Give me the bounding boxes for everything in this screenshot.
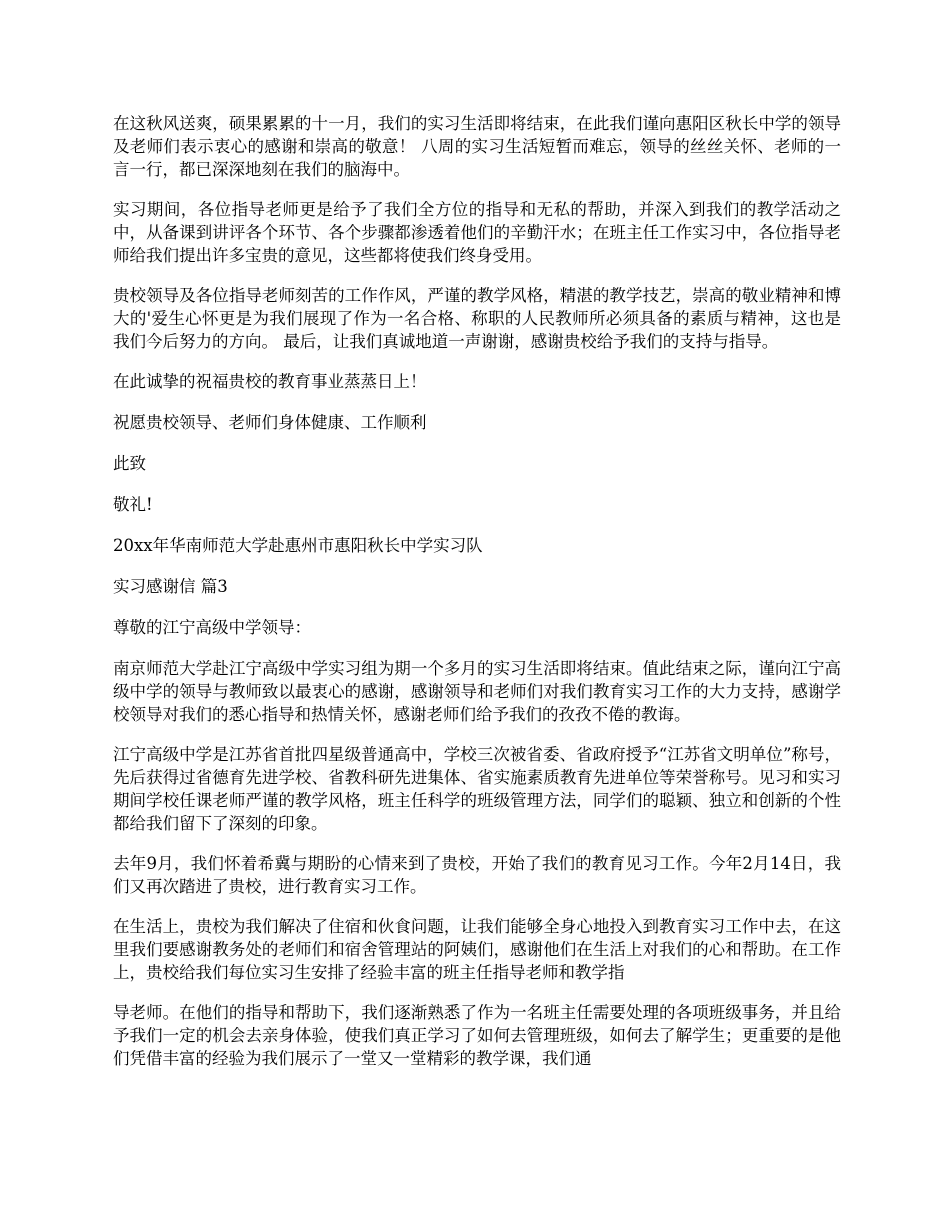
- paragraph-autumn-thanks: 在这秋风送爽，硕果累累的十一月，我们的实习生活即将结束，在此我们谨向惠阳区秋长中学的领导及老师们表示衷心的感谢和崇高的敬意！ 八周的实习生活短暂而难忘，领导的丝丝关怀、老师的一言一行，都已深深地刻在我们的脑海中。: [113, 114, 841, 179]
- paragraph-life-support: 在生活上，贵校为我们解决了住宿和伙食问题，让我们能够全身心地投入到教育实习工作中去，在这里我们要感谢教务处的老师们和宿舍管理站的阿姨们，感谢他们在生活上对我们的心和帮助。在工作上，贵校给我们每位实习生安排了经验丰富的班主任指导老师和教学指: [113, 917, 841, 982]
- letter-greeting: 尊敬的江宁高级中学领导：: [113, 618, 311, 637]
- paragraph-school-leaders: 贵校领导及各位指导老师刻苦的工作作风，严谨的教学风格，精湛的教学技艺，崇高的敬业精神和博大的'爱生心怀更是为我们展现了作为一名合格、称职的人民教师所必须具备的素质与精神，这也是我们今后努力的方向。 最后，让我们真诚地道一声谢谢，感谢贵校给予我们的支持与指导。: [113, 286, 841, 351]
- paragraph-arrival: 去年9月，我们怀着希冀与期盼的心情来到了贵校，开始了我们的教育见习工作。今年2月14日，我们又再次踏进了贵校，进行教育实习工作。: [113, 854, 841, 896]
- paragraph-school-profile: 江宁高级中学是江苏省首批四星级普通高中，学校三次被省委、省政府授予“江苏省文明单位”称号，先后获得过省德育先进学校、省教科研先进集体、省实施素质教育先进单位等荣誉称号。见习和实习期间学校任课老师严谨的教学风格，班主任科学的班级管理方法，同学们的聪颖、独立和创新的个性都给我们留下了深刻的印象。: [113, 745, 841, 833]
- closing-salutation: 此致: [113, 454, 146, 473]
- signature-team: 20xx年华南师范大学赴惠州市惠阳秋长中学实习队: [113, 536, 483, 555]
- paragraph-nanjing-intro: 南京师范大学赴江宁高级中学实习组为期一个多月的实习生活即将结束。值此结束之际，谨向江宁高级中学的领导与教师致以最衷心的感谢，感谢领导和老师们对我们教育实习工作的大力支持，感谢学校领导对我们的悉心指导和热情关怀，感谢老师们给予我们的孜孜不倦的教诲。: [113, 659, 841, 724]
- paragraph-wishes: 祝愿贵校领导、老师们身体健康、工作顺利: [113, 413, 427, 432]
- document-page: [113, 112, 841, 1087]
- closing-regards: 敬礼!: [113, 495, 153, 514]
- paragraph-blessing: 在此诚挚的祝福贵校的教育事业蒸蒸日上！: [113, 372, 427, 391]
- section-heading: 实习感谢信 篇3: [113, 577, 228, 596]
- paragraph-internship-guidance: 实习期间，各位指导老师更是给予了我们全方位的指导和无私的帮助，并深入到我们的教学活动之中，从备课到讲评各个环节、各个步骤都渗透着他们的辛勤汗水；在班主任工作实习中，各位指导老师给我们提出许多宝贵的意见，这些都将使我们终身受用。: [113, 200, 841, 265]
- paragraph-mentors: 导老师。在他们的指导和帮助下，我们逐渐熟悉了作为一名班主任需要处理的各项班级事务，并且给予我们一定的机会去亲身体验，使我们真正学习了如何去管理班级，如何去了解学生；更重要的是他们凭借丰富的经验为我们展示了一堂又一堂精彩的教学课，我们通: [113, 1003, 841, 1068]
